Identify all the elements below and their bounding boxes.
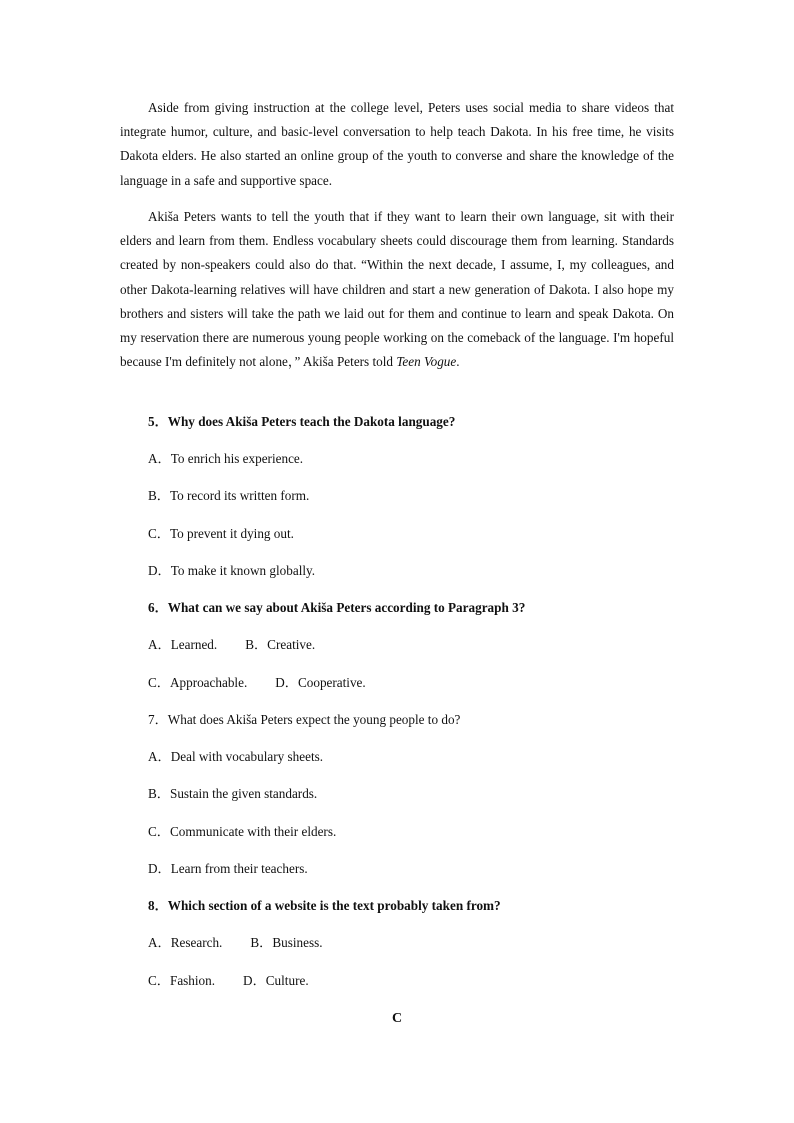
paragraph-2-text: Akiša Peters wants to tell the youth that if they want to learn their own language, sit with their elders and learn from them. Endless vocabulary sheets could discourage them from learning. Standards created by non-speakers could also do that. “Within the next decade, I assume, I, my colleagues, and other Dakota-learning relatives will have children and start a new generation of Dakota. I also hope my brothers and sisters will take the path we laid out for them and continue to learn and speak Dakota. On my reservation there are numerous young people working on the comeback of the language. I'm hopeful because I'm definitely not alone，” Akiša Peters told: [120, 209, 674, 370]
paragraph-2-end: .: [456, 354, 460, 370]
paragraph-2: [120, 205, 674, 374]
question-7-stem: 7．What does Akiša Peters expect the young people to do?: [148, 712, 461, 727]
section-heading-c: C: [391, 1011, 403, 1026]
question-6-row-2: [148, 674, 366, 692]
question-8-option-c[interactable]: C．Fashion.: [148, 973, 216, 988]
question-7-option-d[interactable]: D．Learn from their teachers.: [148, 861, 308, 876]
question-8-stem: 8．Which section of a website is the text probably taken from?: [148, 898, 501, 913]
question-5-option-a[interactable]: A．To enrich his experience.: [148, 451, 304, 466]
question-8-row-1: [148, 934, 323, 952]
question-5-option-c[interactable]: C．To prevent it dying out.: [148, 526, 294, 541]
question-8-row-2: [148, 972, 309, 990]
question-7-option-b[interactable]: B．Sustain the given standards.: [148, 786, 318, 801]
question-8-option-d[interactable]: D．Culture.: [243, 973, 309, 988]
question-6-option-a[interactable]: A．Learned.: [148, 637, 218, 652]
question-5-option-b[interactable]: B．To record its written form.: [148, 488, 310, 503]
question-6-option-d[interactable]: D．Cooperative.: [275, 675, 366, 690]
question-8-option-b[interactable]: B．Business.: [250, 935, 323, 950]
paragraph-1: Aside from giving instruction at the college level, Peters uses social media to share videos that integrate humor, culture, and basic-level conversation to help teach Dakota. In his free time, he visits Dakota elders. He also started an online group of the youth to converse and share the knowledge of the language in a safe and supportive space.: [120, 100, 674, 188]
question-8-option-a[interactable]: A．Research.: [148, 935, 223, 950]
question-6-stem: 6．What can we say about Akiša Peters according to Paragraph 3?: [148, 600, 526, 615]
question-5-stem: 5．Why does Akiša Peters teach the Dakota language?: [148, 414, 456, 429]
question-6-row-1: [148, 636, 315, 654]
question-6-option-b[interactable]: B．Creative.: [245, 637, 316, 652]
question-7-option-c[interactable]: C．Communicate with their elders.: [148, 824, 337, 839]
question-7-option-a[interactable]: A．Deal with vocabulary sheets.: [148, 749, 324, 764]
question-6-option-c[interactable]: C．Approachable.: [148, 675, 248, 690]
question-5-option-d[interactable]: D．To make it known globally.: [148, 563, 316, 578]
source-name: Teen Vogue: [396, 354, 457, 370]
